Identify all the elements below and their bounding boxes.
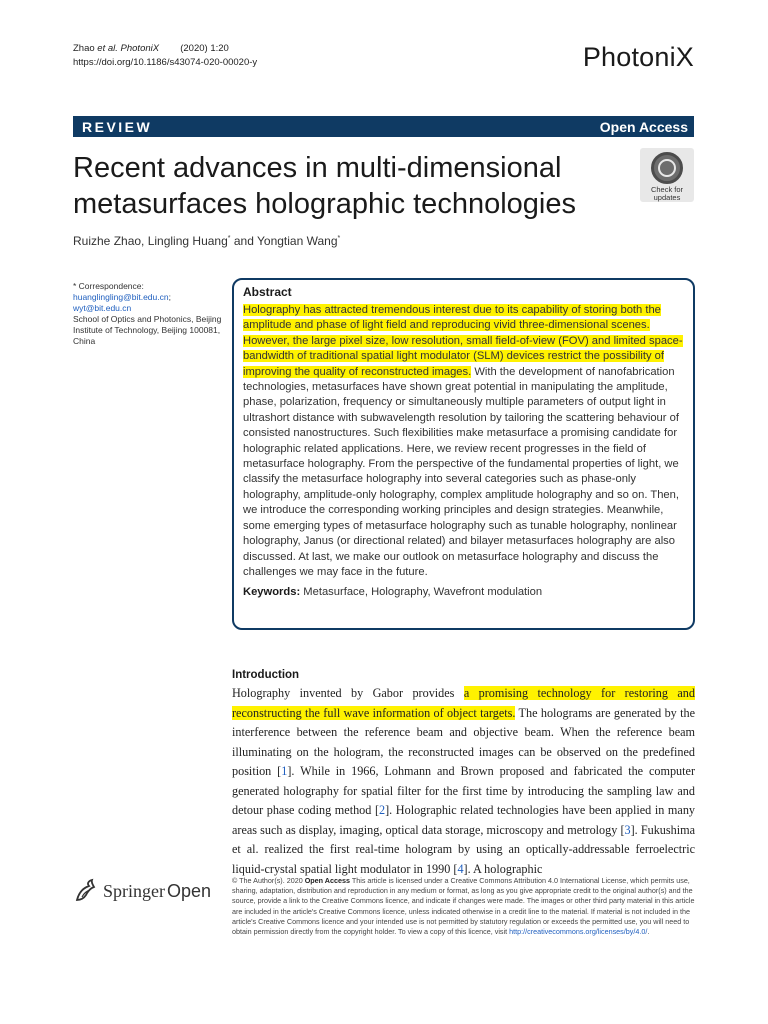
introduction-heading: Introduction <box>232 669 300 681</box>
email-link-1[interactable]: huanglingling@bit.edu.cn <box>73 292 169 302</box>
correspondence-line: * Correspondence: huanglingling@bit.edu.cn; wyt@bit.edu.cn <box>73 281 171 313</box>
journal-brand: PhotoniX <box>582 42 694 72</box>
email-link-2[interactable]: wyt@bit.edu.cn <box>73 303 132 313</box>
affiliation-address: School of Optics and Photonics, Beijing Institute of Technology, Beijing 100081, China <box>73 314 222 346</box>
journal-short: Zhao <box>73 43 95 54</box>
keywords-label: Keywords: <box>243 586 301 599</box>
corresponding-mark-2: * <box>337 235 341 242</box>
corresponding-mark-1: * <box>227 235 231 242</box>
springer-open-logo <box>73 878 211 904</box>
license-url-link[interactable]: http://creativecommons.org/licenses/by/4.0/ <box>509 927 648 937</box>
author-names-a: Ruizhe Zhao, Lingling Huang <box>73 234 228 248</box>
check-updates-label: Check for updates <box>650 185 684 202</box>
check-for-updates-button[interactable] <box>640 148 694 202</box>
license-text: © The Author(s). 2020 Open Access This article is licensed under a Creative Commons Attribution 4.0 International License, which permits use, sharing, adaptation, distribution and reproduction in any medium or format, as long as you give appropriate credit to the original author(s) and the source, provide a link to the Creative Commons licence, and indicate if changes were made. The images or other third party material in this article are included in the article's Creative Commons licence, unless indicated otherwise in a credit line to the material. If material is not included in the article's Creative Commons licence and your intended use is not permitted by statutory regulation or exceeds the permitted use, you will need to obtain permission directly from the copyright holder. To view a copy of this licence, visit http://creativecommons.org/licenses/by/4.0/. <box>232 876 695 937</box>
introduction-body: Holography invented by Gabor provides a promising technology for restoring and reconstructing the full wave information of object targets. The holograms are generated by the interference between the reference beam and objective beam. When the reference beam illuminating on the hologram, the reconstructed images can be observed on the predefined position [1]. While in 1966, Lohmann and Brown proposed and fabricated the computer generated holography for spatial filter for the first time by introducing the sampling law and detour phase coding method [2]. Holographic related technologies have been applied in many areas such as display, imaging, optical data storage, microscopy and metrology [3]. Fukushima et al. realized the first real-time hologram by using an optically-addressable ferroelectric liquid-crystal spatial light modulator in 1990 [4]. A holographic <box>232 686 696 876</box>
logo-springer-text: Springer <box>103 880 165 901</box>
check-updates-icon <box>651 152 683 184</box>
open-access-label: Open Access <box>599 118 688 135</box>
reference-link-3[interactable]: 3 <box>624 822 631 837</box>
springer-horse-icon <box>73 878 97 904</box>
citation-line <box>73 42 257 56</box>
article-type-label: REVIEW <box>82 118 153 135</box>
reference-link-2[interactable]: 2 <box>379 803 386 817</box>
header-meta <box>73 42 257 70</box>
article-type-banner <box>73 116 694 137</box>
doi-link[interactable]: https://doi.org/10.1186/s43074-020-00020-y <box>73 57 258 68</box>
affiliation-block <box>73 281 223 347</box>
abstract-text: With the development of nanofabrication technologies, metasurfaces have shown great potential in manipulating the amplitude, phase, polarization, frequency or simultaneously multiple parameters of output light in ultrashort distance with subwavelength resolution by tailoring the scattering behaviour of consisted nanostructures. Such flexibilities make metasurface a promising candidate for holographic related applications. Here, we review recent progresses in the field of metasurface holography. From the perspective of the fundamental properties of light, we classify the metasurface holography into several categories such as phase-only holography, amplitude-only holography, complex amplitude holography and so on. Then, we introduce the corresponding working principles and design strategies. Meanwhile, some emerging types of metasurface holography such as tunable holography, nonlinear holography, Janus (or directional related) and bilayer metasurfaces holography are also discussed. At last, we make our outlook on metasurface holography and discuss the challenges we may face in the future. <box>243 365 679 578</box>
abstract-box <box>232 278 695 630</box>
reference-link-1[interactable]: 1 <box>281 764 288 778</box>
journal-italic: et al. PhotoniX <box>97 43 160 54</box>
reference-link-4[interactable]: 4 <box>457 861 464 876</box>
article-title: Recent advances in multi-dimensional metasurfaces holographic technologies <box>73 152 576 220</box>
abstract-body <box>243 303 684 580</box>
keywords-line <box>243 586 684 598</box>
abstract-heading: Abstract <box>243 285 292 299</box>
intro-highlight: a promising technology for restoring and reconstructing the full wave information of object targets. <box>232 686 695 720</box>
author-names-b: and Yongtian Wang <box>230 234 338 248</box>
year-issue: (2020) 1:20 <box>180 43 229 54</box>
license-open-access: Open Access <box>304 876 350 885</box>
logo-open-text: Open <box>167 880 212 901</box>
author-list <box>73 234 340 248</box>
keywords-text: Metasurface, Holography, Wavefront modulation <box>300 586 543 599</box>
abstract-highlight: Holography has attracted tremendous interest due to its capability of storing both the amplitude and phase of light field and reproducing vivid three-dimensional scenes. However, the large pixel size, low resolution, small field-of-view (FOV) and limited space-bandwidth of traditional spatial light modulator (SLM) devices restrict the possibility of improving the quality of reconstructed images. <box>243 304 683 378</box>
